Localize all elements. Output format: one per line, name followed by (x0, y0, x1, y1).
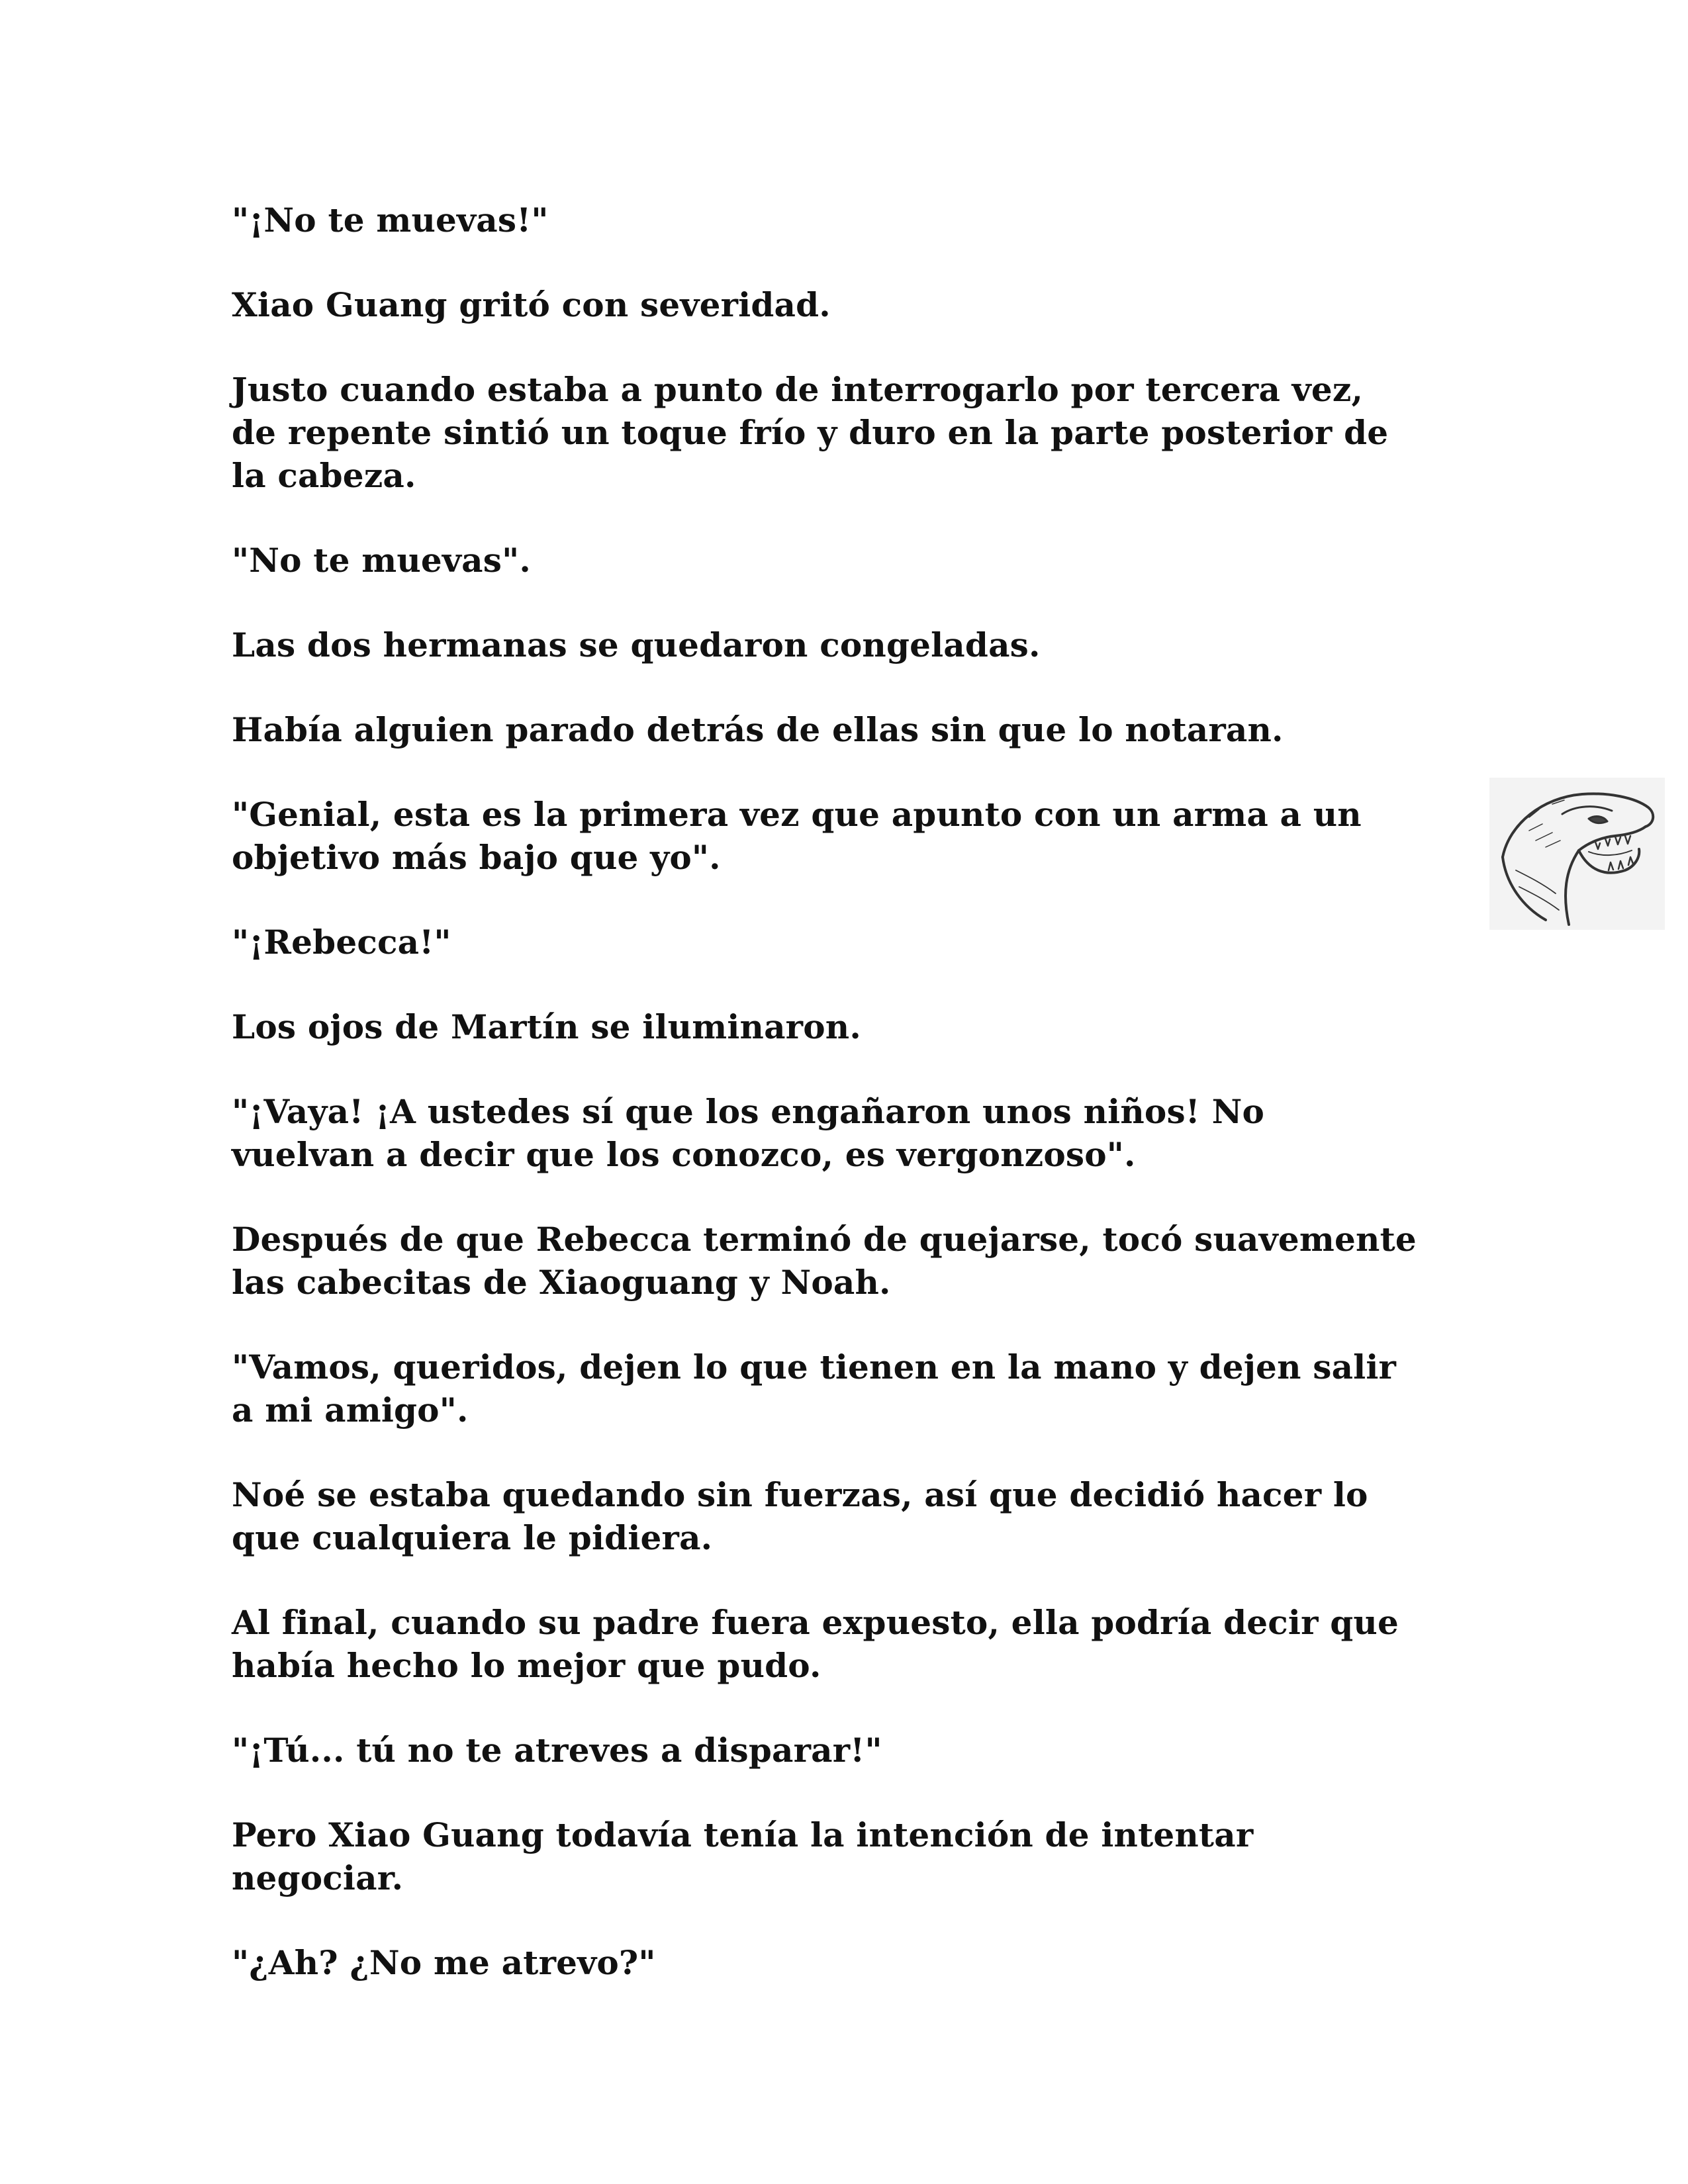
paragraph: "Vamos, queridos, dejen lo que tienen en la mano y dejen salir a mi amigo". (232, 1347, 1397, 1430)
paragraph: Justo cuando estaba a punto de interrogarlo por tercera vez, de repente sintió un toque frío y duro en la parte posterior de la cabeza. (232, 370, 1389, 495)
paragraph: "No te muevas". (232, 541, 531, 580)
paragraph: "Genial, esta es la primera vez que apunto con un arma a un objetivo más bajo que yo". (232, 795, 1362, 877)
paragraph: Al final, cuando su padre fuera expuesto, ella podría decir que había hecho lo mejor que pudo. (232, 1603, 1399, 1685)
paragraph: "¡No te muevas!" (232, 201, 549, 240)
paragraph: Había alguien parado detrás de ellas sin que lo notaran. (232, 710, 1284, 749)
dinosaur-head-sketch-icon (1489, 778, 1665, 930)
paragraph: Noé se estaba quedando sin fuerzas, así que decidió hacer lo que cualquiera le pidiera. (232, 1475, 1368, 1557)
paragraph: "¡Vaya! ¡A ustedes sí que los engañaron unos niños! No vuelvan a decir que los conozco, es vergonzoso". (232, 1092, 1265, 1174)
paragraph: Después de que Rebecca terminó de quejarse, tocó suavemente las cabecitas de Xiaoguang y Noah. (232, 1220, 1417, 1302)
paragraph: "¡Rebecca!" (232, 923, 451, 962)
paragraph: "¡Tú... tú no te atreves a disparar!" (232, 1731, 882, 1770)
paragraph: Pero Xiao Guang todavía tenía la intención de intentar negociar. (232, 1815, 1254, 1897)
paragraph: "¿Ah? ¿No me atrevo?" (232, 1943, 656, 1982)
paragraph: Las dos hermanas se quedaron congeladas. (232, 625, 1041, 664)
paragraph: Xiao Guang gritó con severidad. (232, 285, 831, 324)
document-body (232, 199, 1456, 2026)
paragraph: Los ojos de Martín se iluminaron. (232, 1007, 861, 1046)
